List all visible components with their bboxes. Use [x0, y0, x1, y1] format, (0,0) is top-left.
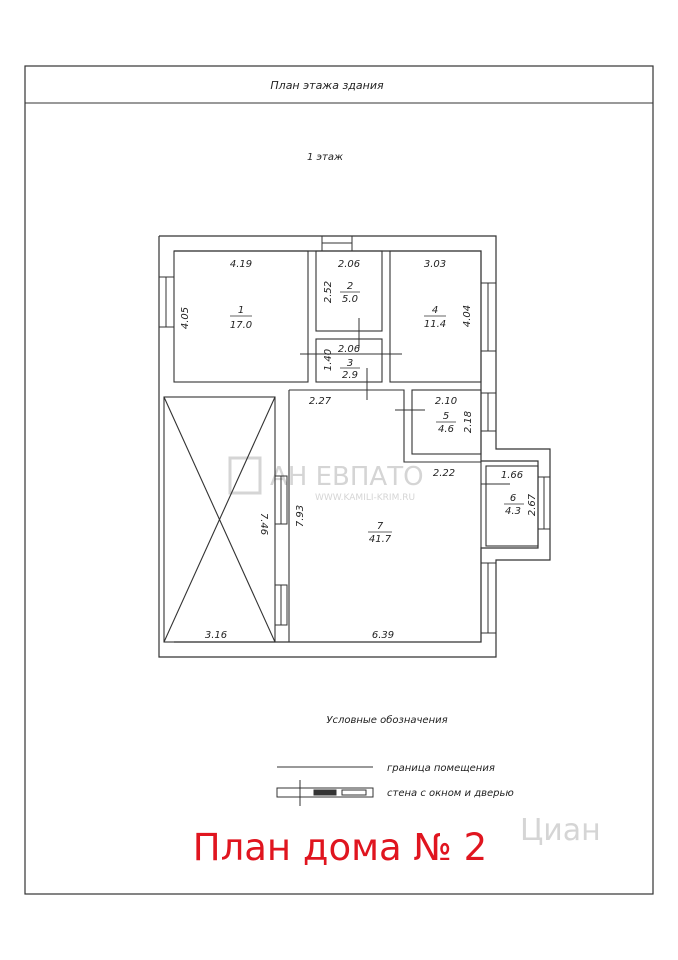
room-7-width-top: 2.27 — [308, 396, 332, 407]
garage-width: 3.16 — [204, 630, 228, 641]
watermark-brand: Циан — [520, 813, 601, 848]
room-7-height: 7.93 — [295, 504, 306, 528]
room-6-width: 1.66 — [500, 470, 524, 481]
doors — [300, 318, 510, 484]
floor-label: 1 этаж — [307, 152, 343, 163]
sheet-header-title: План этажа здания — [270, 79, 384, 92]
room-5-number: 5 — [442, 411, 450, 422]
room-3-height: 1.40 — [323, 348, 334, 372]
room-5-area: 4.6 — [438, 424, 454, 435]
room-3-area: 2.9 — [342, 370, 358, 381]
room-1-area: 17.0 — [229, 320, 253, 331]
room-6 — [501, 470, 538, 517]
room-7 — [295, 396, 458, 641]
room-2-number: 2 — [346, 281, 354, 292]
room-4 — [424, 259, 473, 330]
legend-wall-label: стена с окном и дверью — [387, 788, 514, 799]
room-2-height: 2.52 — [323, 280, 334, 304]
room-5 — [435, 396, 474, 435]
room-6-area: 4.3 — [505, 506, 521, 517]
room-7-width-mid: 2.22 — [432, 468, 456, 479]
room-4-width: 3.03 — [423, 259, 447, 270]
legend-wall-symbol — [277, 780, 373, 806]
room-5-height: 2.18 — [463, 410, 474, 434]
room-7-number: 7 — [376, 521, 384, 532]
interior-walls — [164, 251, 538, 642]
room-7-area: 41.7 — [368, 534, 392, 545]
legend-room-border-label: граница помещения — [387, 763, 495, 774]
watermark-text: АН ЕВПАТО — [270, 462, 424, 492]
room-6-number: 6 — [509, 493, 517, 504]
legend-title: Условные обозначения — [326, 715, 448, 726]
room-3-width: 2.06 — [337, 344, 361, 355]
room-7-width-bottom: 6.39 — [371, 630, 395, 641]
room-2 — [323, 259, 360, 305]
room-5-width: 2.10 — [434, 396, 458, 407]
plan-title: План дома № 2 — [192, 826, 488, 869]
room-3-number: 3 — [346, 358, 354, 369]
room-3 — [323, 344, 360, 381]
room-4-number: 4 — [431, 305, 439, 316]
room-1 — [180, 259, 252, 331]
room-1-width: 4.19 — [229, 259, 253, 270]
garage — [205, 513, 269, 641]
room-1-number: 1 — [237, 305, 245, 316]
watermark-url: WWW.KAMILI-KRIM.RU — [315, 493, 416, 503]
room-4-area: 11.4 — [423, 319, 447, 330]
room-6-height: 2.67 — [527, 493, 538, 517]
legend — [277, 714, 514, 806]
room-2-width: 2.06 — [337, 259, 361, 270]
room-1-height: 4.05 — [180, 306, 191, 330]
room-4-height: 4.04 — [462, 304, 473, 328]
room-2-area: 5.0 — [342, 294, 358, 305]
garage-height: 7.46 — [258, 512, 269, 536]
